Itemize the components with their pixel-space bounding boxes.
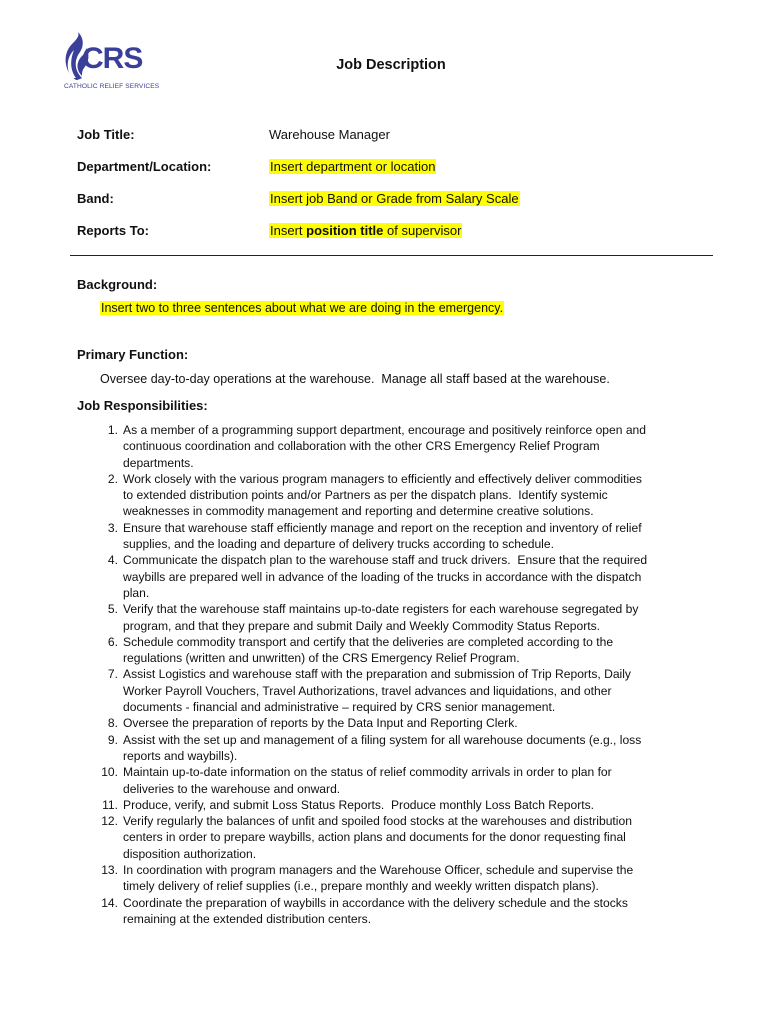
horizontal-divider bbox=[70, 255, 713, 256]
responsibility-line: waybills are prepared well in advance of the loading of the trucks in accordance with the dispatch bbox=[123, 569, 642, 584]
responsibility-line: Produce, verify, and submit Loss Status Reports. Produce monthly Loss Batch Reports. bbox=[123, 797, 594, 812]
responsibility-line: Verify that the warehouse staff maintains up-to-date registers for each warehouse segregated by bbox=[123, 602, 639, 617]
responsibilities-heading: Job Responsibilities: bbox=[77, 398, 208, 413]
background-heading: Background: bbox=[77, 277, 158, 292]
responsibility-item bbox=[96, 634, 696, 667]
responsibility-line: supplies, and the loading and departure of delivery trucks according to schedule. bbox=[123, 537, 554, 552]
responsibility-number: 9. bbox=[107, 732, 118, 747]
responsibility-number: 5. bbox=[107, 602, 118, 617]
responsibilities-list bbox=[96, 422, 696, 927]
responsibility-line: timely delivery of relief supplies (i.e., prepare monthly and weekly written dispatch plans). bbox=[123, 879, 599, 894]
responsibility-line: Work closely with the various program managers to efficiently and effectively deliver commodities bbox=[123, 471, 642, 486]
responsibility-number: 3. bbox=[107, 520, 118, 535]
responsibility-line: program, and that they prepare and submit Daily and Weekly Commodity Status Reports. bbox=[123, 618, 601, 633]
responsibility-line: plan. bbox=[123, 585, 150, 600]
responsibility-number: 11. bbox=[102, 797, 118, 812]
responsibility-number: 14. bbox=[101, 895, 118, 910]
responsibility-item bbox=[96, 666, 696, 715]
responsibility-line: Worker Payroll Vouchers, Travel Authorizations, travel advances and liquidations, and other bbox=[123, 683, 612, 698]
responsibility-line: documents - financial and administrative – required by CRS senior management. bbox=[123, 700, 556, 715]
responsibility-item bbox=[96, 732, 696, 765]
responsibility-line: Schedule commodity transport and certify that the deliveries are completed according to the bbox=[123, 634, 614, 649]
responsibility-line: deliveries to the warehouse and onward. bbox=[123, 781, 341, 796]
responsibility-item bbox=[96, 471, 696, 520]
responsibility-line: Assist with the set up and management of a filing system for all warehouse documents (e.g., loss bbox=[123, 732, 642, 747]
responsibility-line: disposition authorization. bbox=[123, 846, 257, 861]
responsibility-number: 1. bbox=[107, 423, 118, 437]
responsibility-item bbox=[96, 797, 696, 813]
responsibility-line: As a member of a programming support department, encourage and positively reinforce open and bbox=[123, 423, 647, 437]
department-label: Department/Location: bbox=[77, 159, 212, 174]
responsibility-line: weaknesses in commodity management and reporting and determine creative solutions. bbox=[123, 504, 594, 519]
responsibility-item bbox=[96, 422, 696, 471]
responsibility-item bbox=[96, 520, 696, 553]
responsibility-line: departments. bbox=[123, 455, 194, 470]
responsibility-number: 12. bbox=[101, 814, 118, 829]
responsibility-line: Coordinate the preparation of waybills in accordance with the delivery schedule and the stocks bbox=[123, 895, 628, 910]
responsibility-item bbox=[96, 552, 696, 601]
responsibility-line: Maintain up-to-date information on the status of relief commodity arrivals in order to plan for bbox=[123, 765, 612, 780]
reports-to-label: Reports To: bbox=[77, 223, 149, 238]
responsibility-item bbox=[96, 813, 696, 862]
responsibility-line: Assist Logistics and warehouse staff with the preparation and submission of Trip Reports, Daily bbox=[123, 667, 631, 682]
responsibility-number: 7. bbox=[107, 667, 118, 682]
responsibility-item bbox=[96, 764, 696, 797]
job-title-value: Warehouse Manager bbox=[269, 127, 390, 142]
reports-to-suffix: of supervisor bbox=[383, 223, 462, 238]
responsibility-line: Ensure that warehouse staff efficiently manage and report on the reception and inventory of relief bbox=[123, 520, 642, 535]
reports-to-bold: position title bbox=[306, 223, 384, 238]
department-value: Insert department or location bbox=[270, 159, 436, 174]
band-label: Band: bbox=[77, 191, 114, 206]
reports-to-value bbox=[269, 223, 462, 238]
responsibility-line: regulations (written and unwritten) of the CRS Emergency Relief Program. bbox=[123, 651, 520, 666]
logo-wordmark: CRS bbox=[82, 42, 143, 75]
responsibility-item bbox=[96, 601, 696, 634]
responsibility-line: Oversee the preparation of reports by the Data Input and Reporting Clerk. bbox=[123, 716, 518, 731]
job-title-label: Job Title: bbox=[77, 127, 135, 142]
responsibility-number: 13. bbox=[101, 863, 118, 878]
responsibility-line: continuous coordination and collaboration with the other CRS Emergency Relief Program bbox=[123, 439, 600, 454]
responsibility-line: reports and waybills). bbox=[123, 748, 238, 763]
responsibility-line: In coordination with program managers and the Warehouse Officer, schedule and supervise the bbox=[123, 863, 634, 878]
responsibility-line: to extended distribution points and/or Partners as per the dispatch plans. Identify systemic bbox=[123, 488, 608, 503]
primary-function-heading: Primary Function: bbox=[77, 347, 189, 362]
responsibility-line: remaining at the extended distribution centers. bbox=[123, 911, 372, 926]
responsibility-line: Communicate the dispatch plan to the warehouse staff and truck drivers. Ensure that the required bbox=[123, 553, 648, 568]
responsibility-number: 8. bbox=[107, 716, 118, 731]
logo-subtitle: CATHOLIC RELIEF SERVICES bbox=[64, 83, 160, 90]
responsibility-item bbox=[96, 862, 696, 895]
reports-to-prefix: Insert bbox=[270, 223, 307, 238]
responsibility-number: 2. bbox=[107, 471, 118, 486]
responsibility-line: centers in order to prepare waybills, action plans and documents for the donor requesting final bbox=[123, 830, 626, 845]
responsibility-line: Verify regularly the balances of unfit and spoiled food stocks at the warehouses and distribution bbox=[123, 814, 632, 829]
responsibility-item bbox=[96, 895, 696, 928]
band-value: Insert job Band or Grade from Salary Scale bbox=[270, 191, 519, 206]
responsibility-number: 6. bbox=[107, 634, 118, 649]
background-text: Insert two to three sentences about what we are doing in the emergency. bbox=[101, 301, 504, 315]
responsibility-number: 4. bbox=[107, 553, 118, 568]
responsibility-number: 10. bbox=[101, 765, 118, 780]
responsibility-item bbox=[96, 715, 696, 731]
document-title: Job Description bbox=[336, 57, 446, 73]
primary-function-text: Oversee day-to-day operations at the warehouse. Manage all staff based at the warehouse. bbox=[100, 372, 610, 386]
